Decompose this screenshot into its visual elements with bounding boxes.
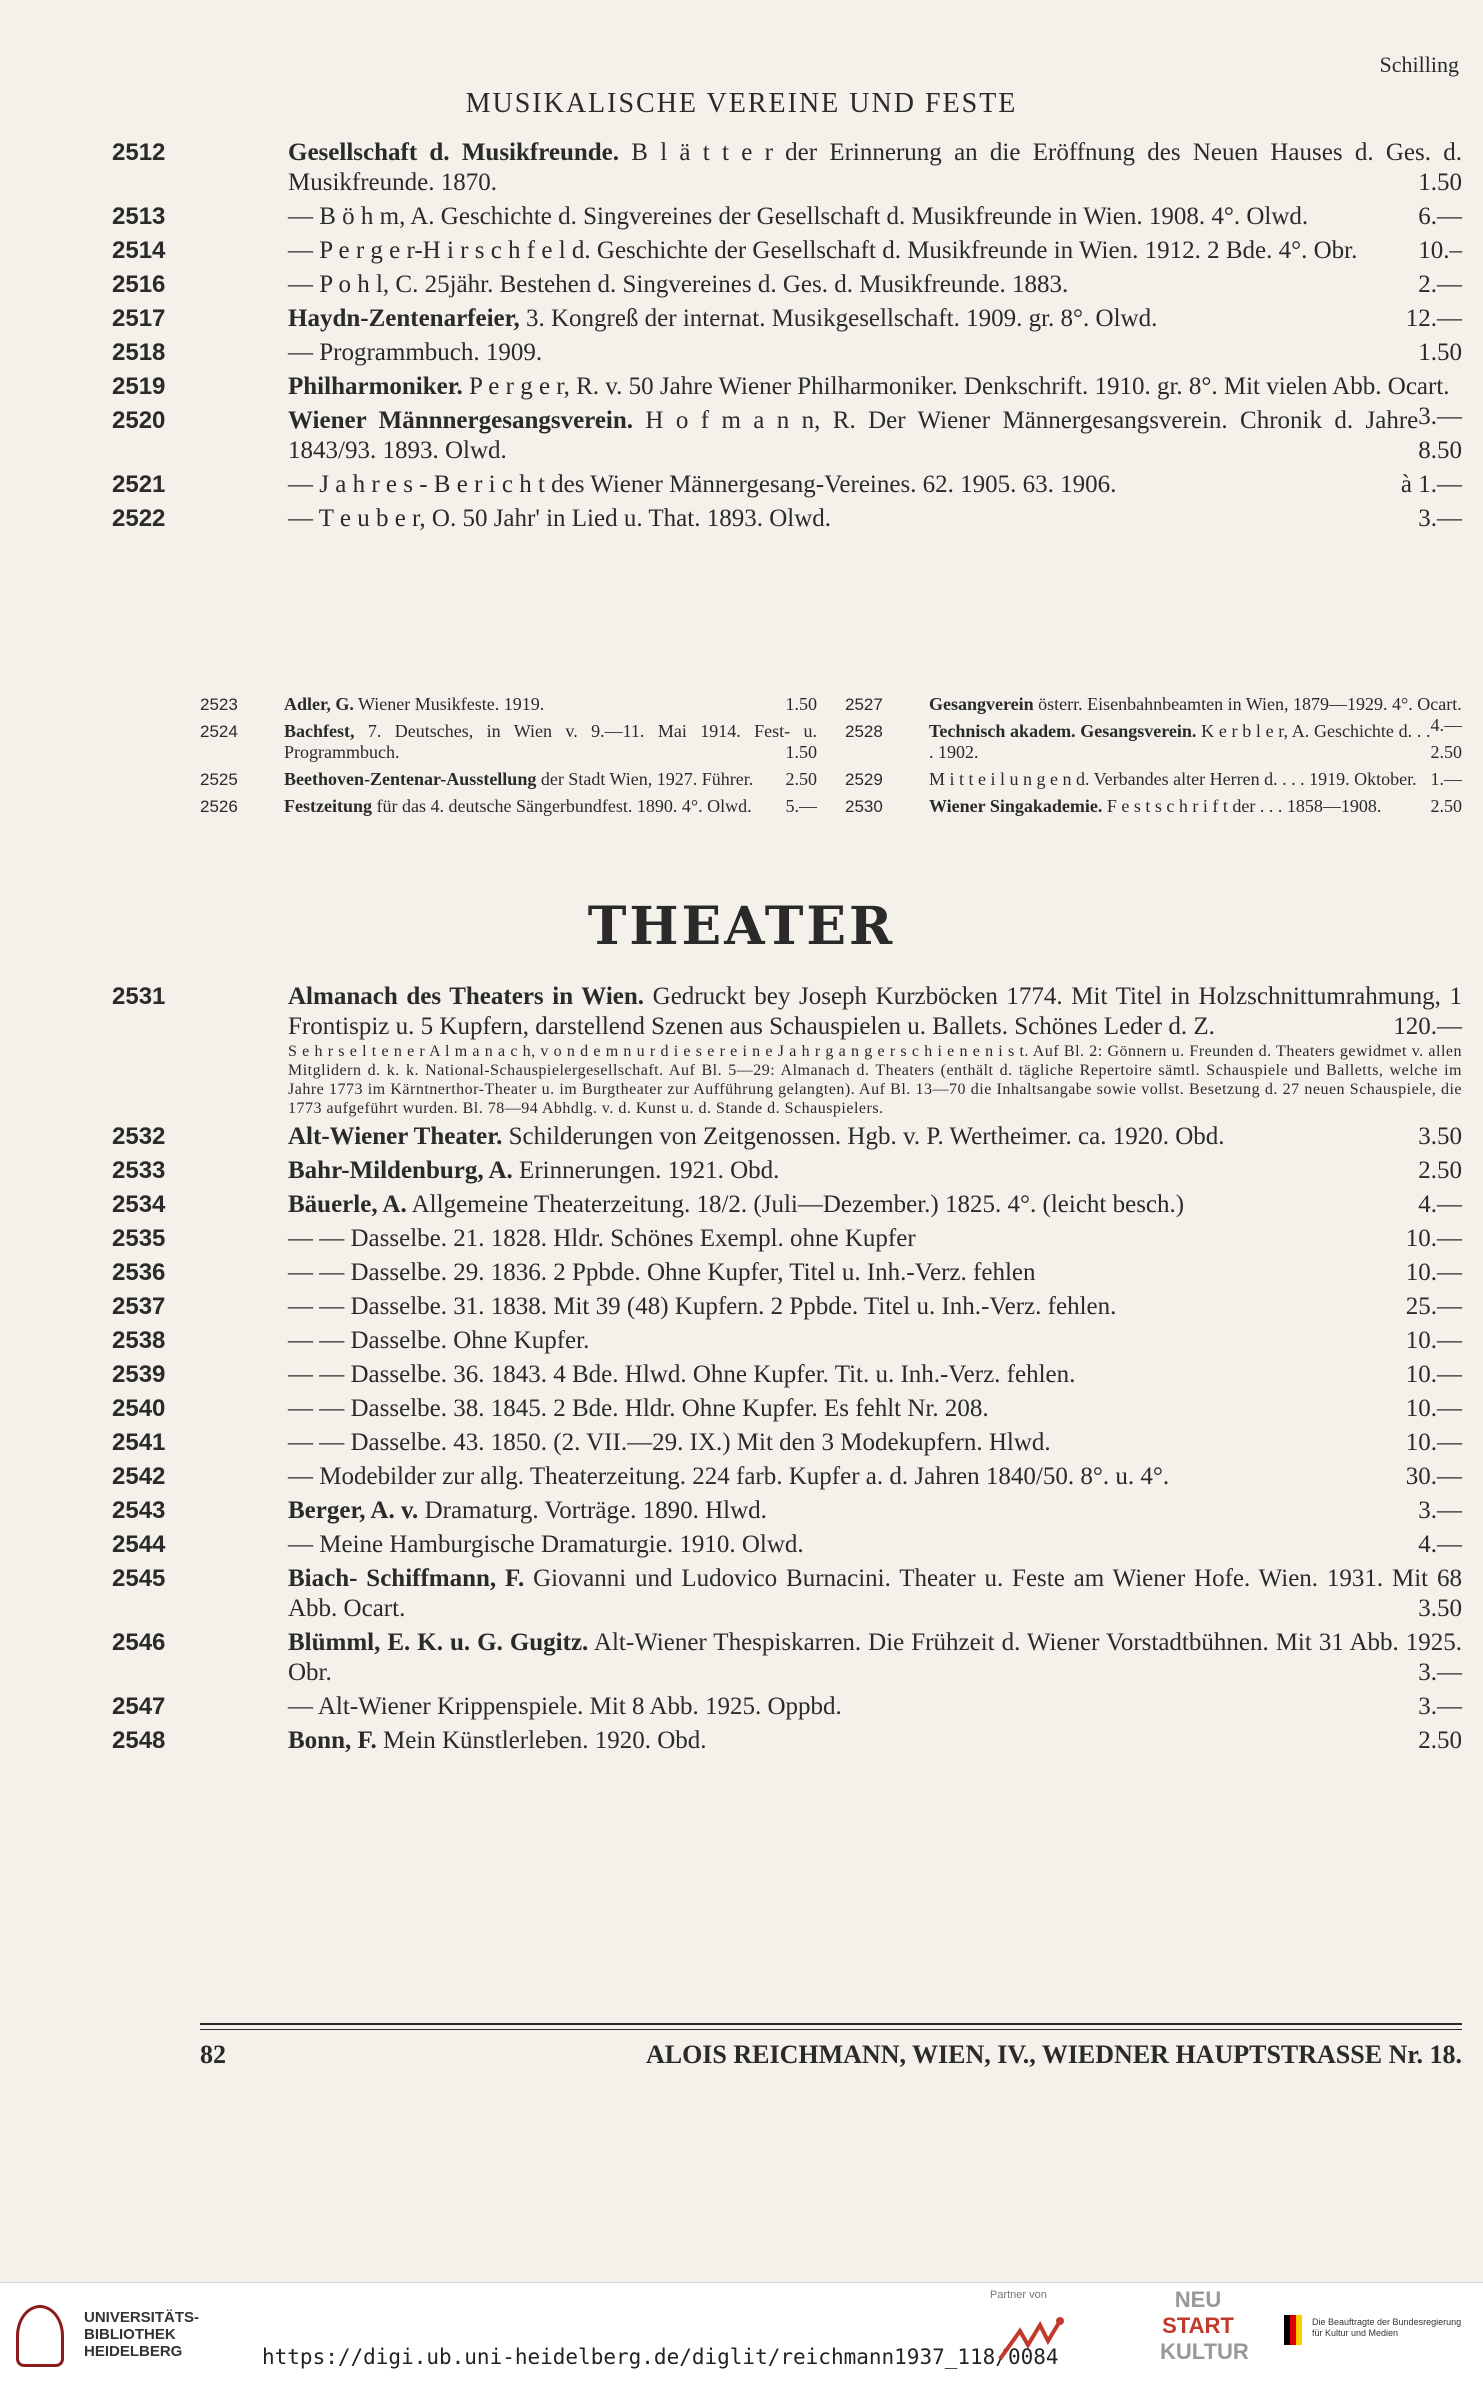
entry-author: Gesellschaft d. Musikfreunde. <box>288 139 620 166</box>
entry-text: — P e r g e r-H i r s c h f e l d. Geschichte der Gesellschaft d. Musikfreunde in Wien. 1912. 2 Bde. 4°. Obr. <box>288 237 1358 264</box>
publisher-line: ALOIS REICHMANN, WIEN, IV., WIEDNER HAUPTSTRASSE Nr. 18. <box>645 2040 1462 2069</box>
catalog-entry <box>112 1726 1462 1756</box>
entry-price: 3.50 <box>1418 1123 1462 1150</box>
catalog-entry <box>112 236 1462 266</box>
entry-price: 3.— <box>1418 1497 1462 1524</box>
entry-author: Haydn-Zentenarfeier, <box>288 305 520 332</box>
entry-number: 2547 <box>112 1693 166 1720</box>
small-column-left <box>200 694 817 823</box>
footer <box>200 2040 1462 2070</box>
entry-number: 2519 <box>112 373 166 400</box>
entry-number: 2533 <box>112 1157 166 1184</box>
entry-number: 2525 <box>200 770 238 789</box>
entry-number: 2541 <box>112 1429 166 1456</box>
entry-price: 3.— <box>1418 403 1462 430</box>
entry-price: 10.– <box>1418 237 1462 264</box>
entry-price: 10.— <box>1405 1225 1462 1252</box>
entry-price: 3.— <box>1418 1659 1462 1686</box>
entry-text: — — Dasselbe. 29. 1836. 2 Ppbde. Ohne Kupfer, Titel u. Inh.-Verz. fehlen <box>288 1259 1036 1286</box>
entry-text: Gedruckt bey Joseph Kurzböcken 1774. Mit Titel in Holzschnittumrahmung, 1 Frontispiz u. 5 Kupfern, darstellend Szenen aus Schauspielen u. Ballets. Schönes Leder d. Z. <box>288 983 1462 1040</box>
catalog-entry <box>845 796 1462 817</box>
entry-note: S e h r s e l t e n e r A l m a n a c h, v o n d e m n u r d i e s e r e i n e J a h r g a n g e r s c h i e n e n i s t. Auf Bl. 2: Gönnern u. Freunden d. Theaters gewidmet v. allen Mitglidern d. k. k. National-Schauspielergesellschaft. Auf Bl. 5—29: Almanach d. Theaters (enthält d. tägliche Repertoire sämtl. Schauspiele und Balletts, welche im Jahre 1773 im Kärntnerthor-Theater u. im Burgtheater zur Aufführung gelangten). Auf Bl. 13—70 die Inhaltsangabe sowie vollst. Besetzung d. 27 neuen Schauspiele, die 1773 aufgeführt wurden. Bl. 78—94 Abhdlg. v. d. Kunst u. d. Stande d. Schauspielers. <box>288 1043 1462 1117</box>
entry-number: 2530 <box>845 797 883 816</box>
small-entries <box>200 694 1462 823</box>
entry-number: 2546 <box>112 1629 166 1656</box>
partner-label: Partner von <box>990 2289 1047 2301</box>
catalog-entry <box>200 796 817 817</box>
entry-number: 2531 <box>112 983 166 1010</box>
entry-author: Berger, A. v. <box>288 1497 419 1524</box>
entry-text: — P o h l, C. 25jähr. Bestehen d. Singvereines d. Ges. d. Musikfreunde. 1883. <box>288 271 1069 298</box>
catalog-entry <box>112 1496 1462 1526</box>
entry-author: Almanach des Theaters in Wien. <box>288 983 645 1010</box>
entry-price: 2.50 <box>1418 1157 1462 1184</box>
entry-number: 2521 <box>112 471 166 498</box>
catalog-entry <box>112 1530 1462 1560</box>
entry-text: — B ö h m, A. Geschichte d. Singvereines der Gesellschaft d. Musikfreunde in Wien. 1908. 4°. Olwd. <box>288 203 1309 230</box>
entry-text: 7. Deutsches, in Wien v. 9.—11. Mai 1914. Fest- u. Programmbuch. <box>284 721 817 762</box>
catalog-entry <box>112 1292 1462 1322</box>
entry-text: — — Dasselbe. 21. 1828. Hldr. Schönes Exempl. ohne Kupfer <box>288 1225 916 1252</box>
catalog-entry <box>845 769 1462 790</box>
entry-text: Mein Künstlerleben. 1920. Obd. <box>376 1727 707 1754</box>
catalog-entry <box>112 1258 1462 1288</box>
entry-author: Bahr-Mildenburg, A. <box>288 1157 513 1184</box>
entry-text: — Meine Hamburgische Dramaturgie. 1910. Olwd. <box>288 1531 804 1558</box>
entry-number: 2524 <box>200 722 238 741</box>
entry-number: 2537 <box>112 1293 166 1320</box>
entry-price: 10.— <box>1405 1429 1462 1456</box>
entry-price: 10.— <box>1405 1327 1462 1354</box>
entry-price: 8.50 <box>1418 437 1462 464</box>
entry-price: 2.50 <box>785 769 817 789</box>
theater-heading: THEATER <box>587 896 896 957</box>
entry-price: 2.— <box>1418 271 1462 298</box>
catalog-entry <box>112 1394 1462 1424</box>
entry-price: 3.50 <box>1418 1595 1462 1622</box>
section-title: MUSIKALISCHE VEREINE UND FESTE <box>465 88 1018 119</box>
entry-author: Wiener Männnergesangsverein. <box>288 407 634 434</box>
entry-text: B l ä t t e r der Erinnerung an die Eröffnung des Neuen Hauses d. Ges. d. Musikfreunde. 1870. <box>288 139 1462 196</box>
entry-number: 2528 <box>845 722 883 741</box>
entry-text: Alt-Wiener Thespiskarren. Die Frühzeit d. Wiener Vorstadtbühnen. Mit 31 Abb. 1925. Obr. <box>288 1629 1462 1686</box>
entry-text: K e r b l e r, A. Geschichte d. . . . 1902. <box>929 721 1431 762</box>
entry-price: 2.50 <box>1430 796 1462 816</box>
entry-text: — — Dasselbe. 38. 1845. 2 Bde. Hldr. Ohne Kupfer. Es fehlt Nr. 208. <box>288 1395 989 1422</box>
entry-price: 1.50 <box>785 742 817 762</box>
entry-number: 2535 <box>112 1225 166 1252</box>
entry-number: 2540 <box>112 1395 166 1422</box>
catalog-entry <box>200 694 817 715</box>
catalog-entry <box>112 1692 1462 1722</box>
entry-price: 1.50 <box>1418 169 1462 196</box>
entry-price: 10.— <box>1405 1259 1462 1286</box>
catalog-entry <box>112 338 1462 368</box>
neustart-kultur-logo: NEU START KULTUR <box>1160 2287 1249 2364</box>
catalog-entry <box>112 304 1462 334</box>
entry-text: Wiener Musikfeste. 1919. <box>353 694 545 714</box>
catalog-entry <box>112 270 1462 300</box>
entry-text: für das 4. deutsche Sängerbundfest. 1890. 4°. Olwd. <box>371 796 752 816</box>
entry-price: 12.— <box>1405 305 1462 332</box>
page-number: 82 <box>200 2040 226 2069</box>
entry-author: Biach- Schiffmann, F. <box>288 1565 525 1592</box>
entry-number: 2543 <box>112 1497 166 1524</box>
entry-text: F e s t s c h r i f t der . . . 1858—1908. <box>1102 796 1382 816</box>
entry-price: 10.— <box>1405 1395 1462 1422</box>
entry-number: 2522 <box>112 505 166 532</box>
entry-number: 2523 <box>200 695 238 714</box>
entry-price: à 1.— <box>1400 471 1462 498</box>
entry-number: 2532 <box>112 1123 166 1150</box>
footer-rule <box>200 2023 1462 2030</box>
entry-text: Allgemeine Theaterzeitung. 18/2. (Juli—Dezember.) 1825. 4°. (leicht besch.) <box>406 1191 1185 1218</box>
entry-text: der Stadt Wien, 1927. Führer. <box>536 769 754 789</box>
entry-number: 2545 <box>112 1565 166 1592</box>
university-seal-icon <box>16 2305 64 2367</box>
entry-price: 6.— <box>1418 203 1462 230</box>
catalog-entry <box>200 769 817 790</box>
entry-number: 2534 <box>112 1191 166 1218</box>
entry-text: P e r g e r, R. v. 50 Jahre Wiener Philharmoniker. Denkschrift. 1910. gr. 8°. Mit vielen Abb. Ocart. <box>462 373 1450 400</box>
entry-number: 2517 <box>112 305 166 332</box>
entry-text: H o f m a n n, R. Der Wiener Männergesangsverein. Chronik d. Jahre 1843/93. 1893. Olwd. <box>288 407 1419 464</box>
entry-text: 3. Kongreß der internat. Musikgesellschaft. 1909. gr. 8°. Olwd. <box>519 305 1158 332</box>
permalink-url[interactable]: https://digi.ub.uni-heidelberg.de/diglit/reichmann1937_118/0084 <box>262 2345 1059 2369</box>
entry-price: 2.50 <box>1430 742 1462 762</box>
entry-author: Wiener Singakademie. <box>929 796 1103 816</box>
catalog-entry <box>112 1462 1462 1492</box>
entry-text: Erinnerungen. 1921. Obd. <box>512 1157 780 1184</box>
catalog-entry <box>112 202 1462 232</box>
small-column-right <box>845 694 1462 823</box>
entry-author: Adler, G. <box>284 694 354 714</box>
entry-text: M i t t e i l u n g e n d. Verbandes alter Herren d. . . . 1919. Oktober. <box>929 769 1417 789</box>
entry-author: Festzeitung <box>284 796 372 816</box>
catalog-entry <box>112 1224 1462 1254</box>
catalog-entry <box>112 1190 1462 1220</box>
entry-text: Schilderungen von Zeitgenossen. Hgb. v. P. Wertheimer. ca. 1920. Obd. <box>502 1123 1225 1150</box>
entry-author: Alt-Wiener Theater. <box>288 1123 503 1150</box>
entry-price: 1.50 <box>1418 339 1462 366</box>
entry-price: 1.— <box>1430 769 1462 789</box>
entry-number: 2520 <box>112 407 166 434</box>
entry-price: 120.— <box>1393 1013 1462 1040</box>
entry-price: 4.— <box>1418 1191 1462 1218</box>
catalog-entry <box>112 1326 1462 1356</box>
entry-number: 2536 <box>112 1259 166 1286</box>
entry-text: Dramaturg. Vorträge. 1890. Hlwd. <box>418 1497 767 1524</box>
catalog-entry <box>112 504 1462 534</box>
federal-eagle-icon <box>1282 2313 1304 2347</box>
entry-text: — Modebilder zur allg. Theaterzeitung. 224 farb. Kupfer a. d. Jahren 1840/50. 8°. u. 4°. <box>288 1463 1170 1490</box>
entry-number: 2548 <box>112 1727 166 1754</box>
entries-theater <box>112 982 1462 1760</box>
entry-author: Blümml, E. K. u. G. Gugitz. <box>288 1629 589 1656</box>
entry-number: 2518 <box>112 339 166 366</box>
ddb-logo-icon <box>990 2311 1090 2371</box>
catalog-entry <box>112 1156 1462 1186</box>
bkm-label: Die Beauftragte der Bundesregierung für Kultur und Medien <box>1312 2317 1462 2338</box>
catalog-entry <box>112 470 1462 500</box>
entry-text: — — Dasselbe. 31. 1838. Mit 39 (48) Kupfern. 2 Ppbde. Titel u. Inh.-Verz. fehlen. <box>288 1293 1117 1320</box>
entry-author: Beethoven-Zentenar-Ausstellung <box>284 769 537 789</box>
catalog-entry <box>112 982 1462 1118</box>
entry-price: 5.— <box>785 796 817 816</box>
catalog-entry <box>112 1122 1462 1152</box>
entry-price: 4.— <box>1418 1531 1462 1558</box>
catalog-entry <box>112 138 1462 198</box>
library-name: UNIVERSITÄTS- BIBLIOTHEK HEIDELBERG <box>84 2309 200 2360</box>
catalog-entry <box>112 1628 1462 1688</box>
entries-top <box>112 138 1462 538</box>
catalog-entry <box>112 1428 1462 1458</box>
entry-price: 4.— <box>1430 715 1462 735</box>
entry-number: 2538 <box>112 1327 166 1354</box>
entry-price: 25.— <box>1405 1293 1462 1320</box>
entry-author: Bäuerle, A. <box>288 1191 407 1218</box>
entry-text: — — Dasselbe. Ohne Kupfer. <box>288 1327 590 1354</box>
entry-number: 2513 <box>112 203 166 230</box>
entry-number: 2512 <box>112 139 166 166</box>
entry-text: — Alt-Wiener Krippenspiele. Mit 8 Abb. 1925. Oppbd. <box>288 1693 842 1720</box>
entry-price: 10.— <box>1405 1361 1462 1388</box>
entry-text: Giovanni und Ludovico Burnacini. Theater u. Feste am Wiener Hofe. Wien. 1931. Mit 68 Abb. Ocart. <box>288 1565 1462 1622</box>
catalog-entry <box>112 1360 1462 1390</box>
digitization-banner <box>0 2282 1483 2387</box>
entry-text: — — Dasselbe. 36. 1843. 4 Bde. Hlwd. Ohne Kupfer. Tit. u. Inh.-Verz. fehlen. <box>288 1361 1076 1388</box>
entry-price: 2.50 <box>1418 1727 1462 1754</box>
entry-text: — T e u b e r, O. 50 Jahr' in Lied u. That. 1893. Olwd. <box>288 505 832 532</box>
entry-author: Bachfest, <box>284 721 355 741</box>
entry-number: 2516 <box>112 271 166 298</box>
entry-number: 2514 <box>112 237 166 264</box>
entry-author: Gesangverein <box>929 694 1034 714</box>
entry-number: 2529 <box>845 770 883 789</box>
entry-price: 3.— <box>1418 505 1462 532</box>
catalog-entry <box>845 721 1462 763</box>
entry-number: 2527 <box>845 695 883 714</box>
entry-text: — J a h r e s - B e r i c h t des Wiener Männergesang-Vereines. 62. 1905. 63. 1906. <box>288 471 1117 498</box>
entry-author: Technisch akadem. Gesangsverein. <box>929 721 1197 741</box>
entry-price: 1.50 <box>785 694 817 714</box>
entry-text: österr. Eisenbahnbeamten in Wien, 1879—1929. 4°. Ocart. <box>1033 694 1462 714</box>
entry-number: 2544 <box>112 1531 166 1558</box>
entry-text: — Programmbuch. 1909. <box>288 339 543 366</box>
entry-author: Bonn, F. <box>288 1727 377 1754</box>
entry-number: 2526 <box>200 797 238 816</box>
entry-number: 2539 <box>112 1361 166 1388</box>
entry-text: — — Dasselbe. 43. 1850. (2. VII.—29. IX.) Mit den 3 Modekupfern. Hlwd. <box>288 1429 1051 1456</box>
catalog-entry <box>112 406 1462 466</box>
catalog-entry <box>112 1564 1462 1624</box>
entry-price: 30.— <box>1405 1463 1462 1490</box>
running-head: Schilling <box>1379 52 1459 77</box>
catalog-entry <box>200 721 817 763</box>
entry-number: 2542 <box>112 1463 166 1490</box>
entry-author: Philharmoniker. <box>288 373 463 400</box>
entry-price: 3.— <box>1418 1693 1462 1720</box>
